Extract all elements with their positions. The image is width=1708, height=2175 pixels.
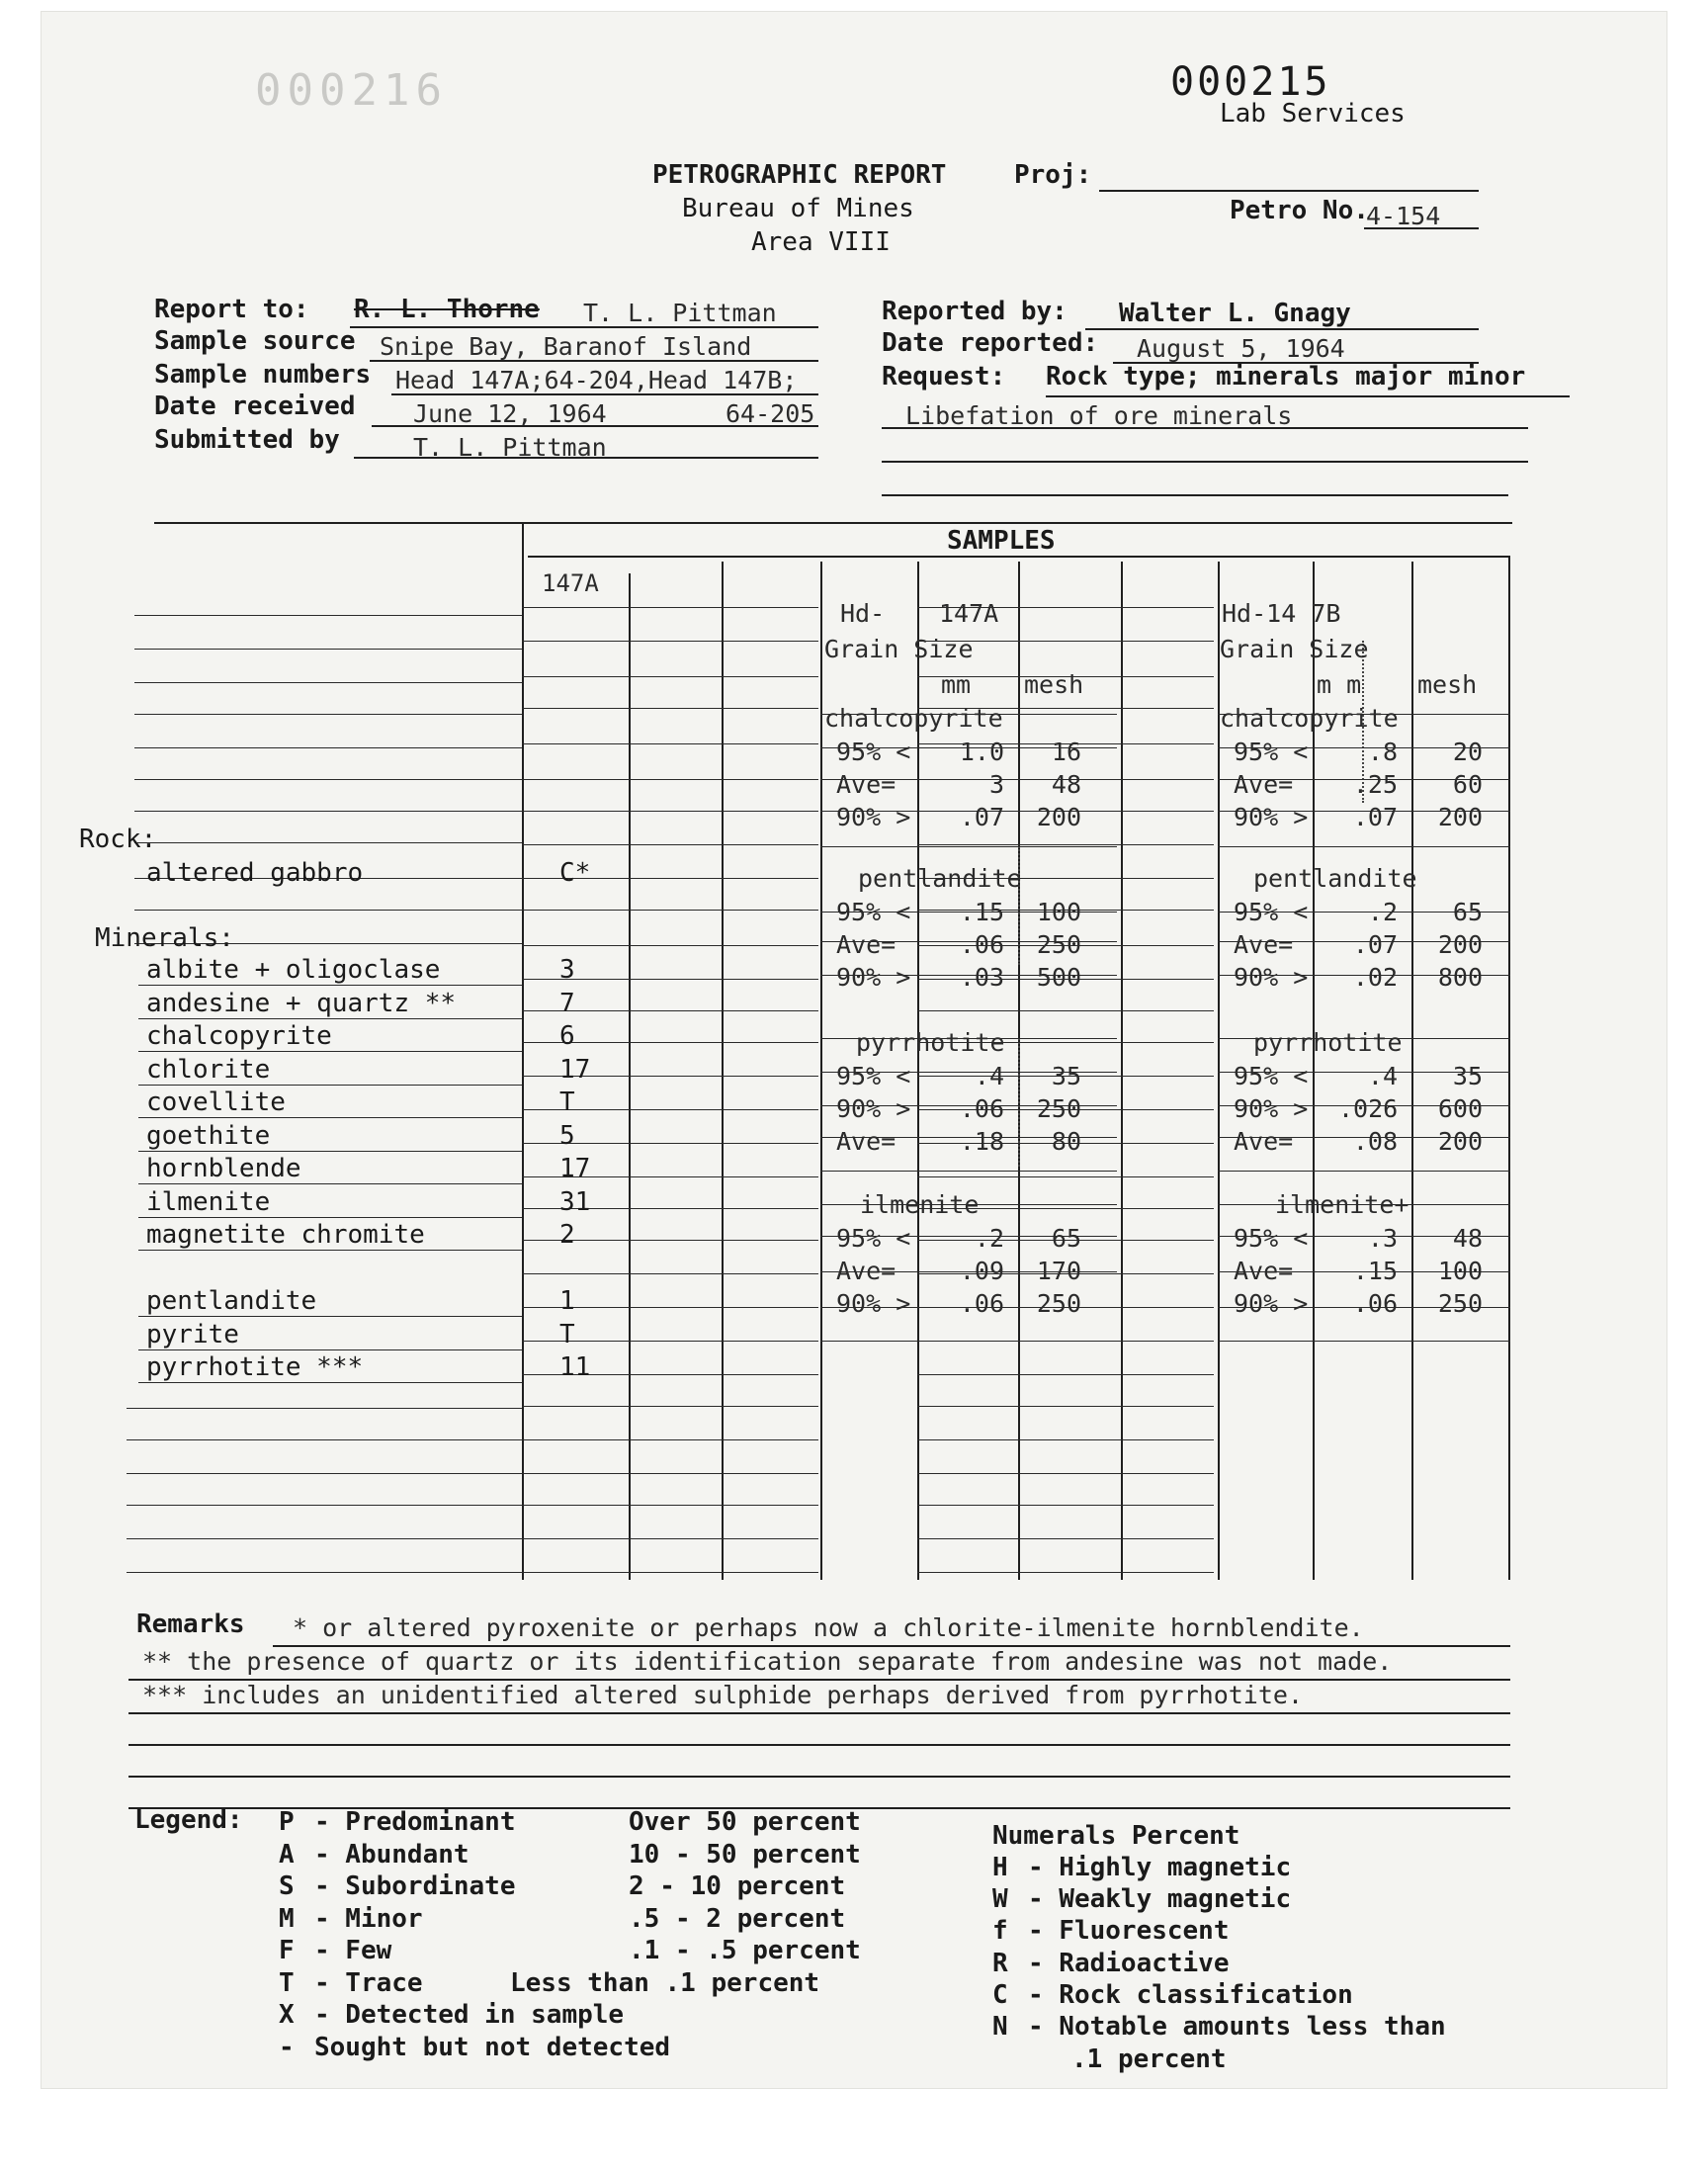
grain-a-grain-size: Grain Size <box>824 635 974 663</box>
petro-no-label: Petro No. <box>1230 196 1369 225</box>
rock-name: altered gabbro <box>146 858 364 888</box>
sample-row-line <box>917 1538 1214 1539</box>
sample-row-line <box>917 1406 1214 1407</box>
mineral-name: albite + oligoclase <box>146 955 441 985</box>
grain-stat-label: 95% < <box>836 1062 911 1090</box>
grain-a-divider-3 <box>1018 1038 1020 1167</box>
minerals-label: Minerals: <box>95 923 234 953</box>
sample-row-line <box>917 1505 1214 1506</box>
grain-mm-value: .15 <box>1352 1257 1398 1285</box>
grain-mm-value: .03 <box>959 963 1004 992</box>
grain-stat-label: 95% < <box>836 738 911 766</box>
mineral-value: T <box>559 1320 575 1349</box>
grain-row-line <box>820 846 1117 847</box>
sample-source-label: Sample source <box>154 326 356 356</box>
reported-by-underline <box>1085 328 1479 330</box>
legend-name: - Minor <box>314 1904 423 1934</box>
legend-range: .5 - 2 percent <box>629 1904 846 1934</box>
mineral-underline <box>138 1018 522 1019</box>
grain-mm-value: 1.0 <box>959 738 1004 766</box>
grain-stat-label: 90% > <box>836 1094 911 1123</box>
mineral-underline <box>138 1316 522 1317</box>
date-reported-label: Date reported: <box>882 328 1099 358</box>
grain-stat-label: 90% > <box>1234 1289 1309 1318</box>
grain-mm-value: .07 <box>959 803 1004 831</box>
grain-stat-label: 90% > <box>836 963 911 992</box>
sample-source-value: Snipe Bay, Baranof Island <box>380 332 752 361</box>
legend-name: - Predominant <box>314 1807 516 1837</box>
report-to-label: Report to: <box>154 295 309 324</box>
grain-mesh-value: 65 <box>1051 1224 1081 1253</box>
grain-mesh-value: 200 <box>1437 930 1483 959</box>
legend-name: Sought but not detected <box>314 2033 671 2062</box>
legend-right-name: - Rock classification <box>1028 1980 1353 2010</box>
sample-row-line <box>522 641 818 642</box>
sample-source-underline <box>370 360 818 362</box>
mineral-value: 2 <box>559 1220 575 1250</box>
label-row-line <box>127 1538 522 1539</box>
legend-range: .1 - .5 percent <box>629 1936 861 1965</box>
reported-by-label: Reported by: <box>882 297 1068 326</box>
table-vline-7 <box>1121 562 1123 1580</box>
grain-b-mesh: mesh <box>1417 670 1478 699</box>
sample-row-line <box>917 1572 1214 1573</box>
legend-name: - Subordinate <box>314 1871 516 1901</box>
sample-row-line <box>522 779 818 780</box>
remark-3: *** includes an unidentified altered sulphide perhaps derived from pyrrhotite. <box>142 1681 1303 1709</box>
grain-mm-value: .3 <box>1367 1224 1398 1253</box>
grain-mesh-value: 500 <box>1036 963 1081 992</box>
grain-row-line <box>1218 1171 1510 1172</box>
mineral-value: 7 <box>559 989 575 1018</box>
mineral-value: T <box>559 1088 575 1117</box>
grain-stat-label: Ave= <box>1234 1257 1294 1285</box>
mineral-underline <box>138 1085 522 1086</box>
grain-stat-label: 95% < <box>1234 1224 1309 1253</box>
mineral-name: magnetite chromite <box>146 1220 425 1250</box>
grain-group-label: chalcopyrite <box>1220 704 1399 733</box>
label-row-line <box>134 842 522 843</box>
grain-mm-value: .07 <box>1352 930 1398 959</box>
legend-right-code: W <box>992 1884 1008 1914</box>
grain-a-head1: Hd- <box>840 599 886 628</box>
table-vline-11 <box>1508 556 1510 1580</box>
mineral-value: 3 <box>559 955 575 985</box>
legend-right-name: - Weakly magnetic <box>1028 1884 1292 1914</box>
mineral-name: hornblende <box>146 1154 301 1183</box>
sample-row-line <box>522 945 818 946</box>
grain-mm-value: 3 <box>988 770 1004 799</box>
sample-row-line <box>522 1273 818 1274</box>
mineral-value: 1 <box>559 1286 575 1316</box>
grain-mesh-value: 800 <box>1437 963 1483 992</box>
label-row-line <box>127 1408 522 1409</box>
grain-stat-label: Ave= <box>836 930 897 959</box>
remark-line-2 <box>128 1679 1510 1681</box>
sample-row-line <box>522 1473 818 1474</box>
grain-row-line <box>820 1171 1117 1172</box>
remark-line-5 <box>128 1776 1510 1778</box>
report-to-struck: R. L. Thorne <box>354 295 540 324</box>
mineral-name: ilmenite <box>146 1187 271 1217</box>
grain-mm-value: .08 <box>1352 1127 1398 1156</box>
grain-mm-value: .4 <box>974 1062 1004 1090</box>
grain-group-label: pyrrhotite <box>1253 1028 1403 1057</box>
mineral-value: 17 <box>559 1154 591 1183</box>
samples-header: SAMPLES <box>947 526 1056 556</box>
sample-row-line <box>917 1010 1214 1011</box>
label-row-line <box>127 1439 522 1440</box>
rock-label: Rock: <box>79 825 157 854</box>
grain-group-label: ilmenite <box>860 1190 980 1219</box>
bleed-through-number: 000216 <box>255 65 448 116</box>
grain-stat-label: 90% > <box>1234 803 1309 831</box>
mineral-value: 17 <box>559 1055 591 1085</box>
grain-stat-label: 90% > <box>836 803 911 831</box>
request-label: Request: <box>882 362 1006 392</box>
samples-header-rule <box>528 556 1508 558</box>
grain-mesh-value: 200 <box>1036 803 1081 831</box>
legend-range: 2 - 10 percent <box>629 1871 846 1901</box>
grain-mesh-value: 20 <box>1452 738 1483 766</box>
table-vline-1 <box>522 524 524 1580</box>
grain-mm-value: .15 <box>959 898 1004 926</box>
label-row-line <box>134 649 522 650</box>
request-underline <box>1046 395 1570 397</box>
petro-underline <box>1364 227 1479 229</box>
grain-mesh-value: 200 <box>1437 803 1483 831</box>
grain-mm-value: .09 <box>959 1257 1004 1285</box>
grain-a-mesh: mesh <box>1024 670 1084 699</box>
legend-right-code: R <box>992 1949 1008 1978</box>
grain-row-line <box>1218 846 1510 847</box>
grain-mm-value: .18 <box>959 1127 1004 1156</box>
legend-name: - Detected in sample <box>314 2000 625 2030</box>
mineral-name: pyrrhotite *** <box>146 1352 364 1382</box>
legend-right-name: - Fluorescent <box>1028 1916 1230 1946</box>
sample-row-line <box>522 1505 818 1506</box>
remark-2: ** the presence of quartz or its identification separate from andesine was not made. <box>142 1647 1393 1676</box>
grain-mesh-value: 250 <box>1036 930 1081 959</box>
sample-row-line <box>917 1176 1214 1177</box>
date-reported-value: August 5, 1964 <box>1137 334 1345 363</box>
remark-1: * or altered pyroxenite or perhaps now a chlorite-ilmenite hornblendite. <box>293 1613 1364 1642</box>
label-row-line <box>127 1505 522 1506</box>
legend-name: - Trace <box>314 1968 423 1998</box>
grain-mesh-value: 600 <box>1437 1094 1483 1123</box>
report-subtitle-bureau: Bureau of Mines <box>682 194 914 223</box>
grain-mm-value: .026 <box>1338 1094 1399 1123</box>
grain-b-head1: Hd-14 7B <box>1222 599 1341 628</box>
mineral-name: pyrite <box>146 1320 239 1349</box>
grain-mm-value: .02 <box>1352 963 1398 992</box>
mineral-value: 5 <box>559 1121 575 1151</box>
sample-numbers-value: Head 147A;64-204,Head 147B; <box>395 366 798 394</box>
grain-group-label: pentlandite <box>858 864 1022 893</box>
table-vline-3 <box>722 562 724 1580</box>
grain-mesh-value: 250 <box>1036 1289 1081 1318</box>
date-received-value: June 12, 1964 <box>413 399 607 428</box>
mineral-underline <box>138 1051 522 1052</box>
request-blank-line-2 <box>882 494 1508 496</box>
request-line2: Libefation of ore minerals <box>905 401 1293 430</box>
grain-group-label: ilmenite+ <box>1275 1190 1409 1219</box>
mineral-value: 31 <box>559 1187 591 1217</box>
legend-name: - Few <box>314 1936 392 1965</box>
grain-mesh-value: 100 <box>1437 1257 1483 1285</box>
grain-mm-value: .8 <box>1367 738 1398 766</box>
grain-stat-label: Ave= <box>836 1127 897 1156</box>
label-row-line <box>134 779 522 780</box>
legend-label: Legend: <box>134 1805 243 1835</box>
report-to-underline <box>350 326 818 328</box>
label-row-line <box>127 1473 522 1474</box>
legend-right-tail: .1 percent <box>1071 2044 1227 2074</box>
sample-row-line <box>917 1374 1214 1375</box>
request-line2-underline <box>882 427 1528 429</box>
grain-stat-label: 95% < <box>836 898 911 926</box>
grain-mesh-value: 250 <box>1437 1289 1483 1318</box>
legend-right-title: Numerals Percent <box>992 1821 1240 1851</box>
sample-row-line <box>522 708 818 709</box>
sample-row-line <box>917 844 1214 845</box>
grain-stat-label: 95% < <box>1234 898 1309 926</box>
mineral-value: 11 <box>559 1352 591 1382</box>
report-to-value: T. L. Pittman <box>583 299 777 327</box>
sample-row-line <box>522 1439 818 1440</box>
remark-line-3 <box>128 1712 1510 1714</box>
grain-b-mm: m m <box>1317 670 1362 699</box>
sample-row-line <box>522 743 818 744</box>
date-received-label: Date received <box>154 392 356 421</box>
col-147a-header: 147A <box>542 569 599 597</box>
label-row-line <box>134 714 522 715</box>
grain-mesh-value: 60 <box>1452 770 1483 799</box>
grain-mesh-value: 35 <box>1452 1062 1483 1090</box>
legend-right-name: - Notable amounts less than <box>1028 2012 1446 2042</box>
legend-code: A <box>279 1840 295 1870</box>
mineral-underline <box>138 1151 522 1152</box>
sample-row-line <box>522 811 818 812</box>
proj-underline <box>1099 190 1479 192</box>
mineral-underline <box>138 985 522 986</box>
grain-mesh-value: 16 <box>1051 738 1081 766</box>
legend-code: X <box>279 2000 295 2030</box>
document-number: 000215 <box>1170 59 1331 105</box>
request-blank-line-1 <box>882 461 1528 463</box>
label-row-line <box>134 682 522 683</box>
sample-row-line <box>917 1439 1214 1440</box>
sample-row-line <box>522 844 818 845</box>
grain-mm-value: .06 <box>1352 1289 1398 1318</box>
grain-stat-label: 95% < <box>836 1224 911 1253</box>
sample-row-line <box>522 1572 818 1573</box>
grain-mesh-value: 170 <box>1036 1257 1081 1285</box>
legend-code: M <box>279 1904 295 1934</box>
grain-group-label: pentlandite <box>1253 864 1417 893</box>
grain-stat-label: 95% < <box>1234 1062 1309 1090</box>
label-row-line <box>134 747 522 748</box>
submitted-by-label: Submitted by <box>154 425 340 455</box>
grain-stat-label: 95% < <box>1234 738 1309 766</box>
mineral-name: andesine + quartz ** <box>146 989 457 1018</box>
legend-range: Less than .1 percent <box>510 1968 820 1998</box>
label-row-line <box>134 615 522 616</box>
grain-mm-value: .2 <box>1367 898 1398 926</box>
sample-row-line <box>917 1473 1214 1474</box>
grain-stat-label: Ave= <box>836 1257 897 1285</box>
grain-mesh-value: 65 <box>1452 898 1483 926</box>
mineral-underline <box>138 1349 522 1350</box>
grain-stat-label: 90% > <box>836 1289 911 1318</box>
grain-mm-value: .06 <box>959 1289 1004 1318</box>
remark-line-4 <box>128 1744 1510 1746</box>
grain-mesh-value: 80 <box>1051 1127 1081 1156</box>
grain-a-mm: mm <box>941 670 972 699</box>
mineral-name: goethite <box>146 1121 271 1151</box>
mineral-name: covellite <box>146 1088 286 1117</box>
legend-right-name: - Radioactive <box>1028 1949 1230 1978</box>
mineral-name: chalcopyrite <box>146 1021 332 1051</box>
grain-mm-value: .07 <box>1352 803 1398 831</box>
grain-mm-value: .06 <box>959 930 1004 959</box>
label-row-line <box>134 910 522 911</box>
remarks-label: Remarks <box>136 1610 245 1639</box>
grain-mm-value: .06 <box>959 1094 1004 1123</box>
legend-code: - <box>279 2033 295 2062</box>
grain-mesh-value: 250 <box>1036 1094 1081 1123</box>
legend-name: - Abundant <box>314 1840 470 1870</box>
table-vline-2 <box>629 573 631 1580</box>
reported-by-value: Walter L. Gnagy <box>1119 299 1351 328</box>
grain-stat-label: Ave= <box>1234 1127 1294 1156</box>
grain-stat-label: Ave= <box>1234 770 1294 799</box>
mineral-underline <box>138 1382 522 1383</box>
proj-label: Proj: <box>1014 160 1092 190</box>
grain-mesh-value: 200 <box>1437 1127 1483 1156</box>
legend-range: Over 50 percent <box>629 1807 861 1837</box>
legend-range: 10 - 50 percent <box>629 1840 861 1870</box>
grain-mesh-value: 100 <box>1036 898 1081 926</box>
mineral-underline <box>138 1117 522 1118</box>
mineral-underline <box>138 1250 522 1251</box>
request-value: Rock type; minerals major minor <box>1046 362 1526 392</box>
date-received-underline <box>372 425 818 427</box>
legend-code: F <box>279 1936 295 1965</box>
sample-row-line <box>522 676 818 677</box>
legend-right-code: H <box>992 1853 1008 1882</box>
mineral-underline <box>138 1217 522 1218</box>
sample-numbers-label: Sample numbers <box>154 360 372 390</box>
grain-stat-label: Ave= <box>1234 930 1294 959</box>
mineral-value: 6 <box>559 1021 575 1051</box>
label-row-line <box>134 811 522 812</box>
grain-mm-value: .25 <box>1352 770 1398 799</box>
report-title: PETROGRAPHIC REPORT <box>652 160 947 190</box>
submitted-by-underline <box>354 457 818 459</box>
grain-stat-label: 90% > <box>1234 963 1309 992</box>
legend-code: T <box>279 1968 295 1998</box>
grain-mm-value: .2 <box>974 1224 1004 1253</box>
legend-right-name: - Highly magnetic <box>1028 1853 1292 1882</box>
sample-row-line <box>522 1406 818 1407</box>
rock-value: C* <box>559 858 591 888</box>
legend-code: P <box>279 1807 295 1837</box>
grain-row-line <box>820 1341 1117 1342</box>
grain-mesh-value: 48 <box>1452 1224 1483 1253</box>
grain-stat-label: 90% > <box>1234 1094 1309 1123</box>
grain-mesh-value: 48 <box>1051 770 1081 799</box>
grain-group-label: pyrrhotite <box>856 1028 1005 1057</box>
grain-group-label: chalcopyrite <box>824 704 1003 733</box>
grain-row-line <box>1218 1341 1510 1342</box>
mineral-underline <box>138 1183 522 1184</box>
petro-no-value: 4-154 <box>1366 202 1441 230</box>
lab-services-label: Lab Services <box>1220 99 1406 129</box>
submitted-by-value: T. L. Pittman <box>413 433 607 462</box>
grain-mm-value: .4 <box>1367 1062 1398 1090</box>
mineral-name: chlorite <box>146 1055 271 1085</box>
grain-mesh-value: 35 <box>1051 1062 1081 1090</box>
mineral-name: pentlandite <box>146 1286 317 1316</box>
grain-stat-label: Ave= <box>836 770 897 799</box>
sample-row-line <box>522 607 818 608</box>
report-subtitle-area: Area VIII <box>751 227 891 257</box>
legend-right-code: N <box>992 2012 1008 2042</box>
date-received-extra: 64-205 <box>726 399 815 428</box>
sample-numbers-underline <box>391 393 818 395</box>
sample-row-line <box>522 910 818 911</box>
legend-code: S <box>279 1871 295 1901</box>
table-top-rule <box>154 522 1512 524</box>
remark-line-1 <box>273 1645 1510 1647</box>
legend-right-code: f <box>992 1916 1008 1946</box>
label-row-line <box>127 1572 522 1573</box>
sample-row-line <box>522 1538 818 1539</box>
grain-a-head2: 147A <box>939 599 999 628</box>
legend-right-code: C <box>992 1980 1008 2010</box>
grain-b-grain-size: Grain Size <box>1220 635 1369 663</box>
